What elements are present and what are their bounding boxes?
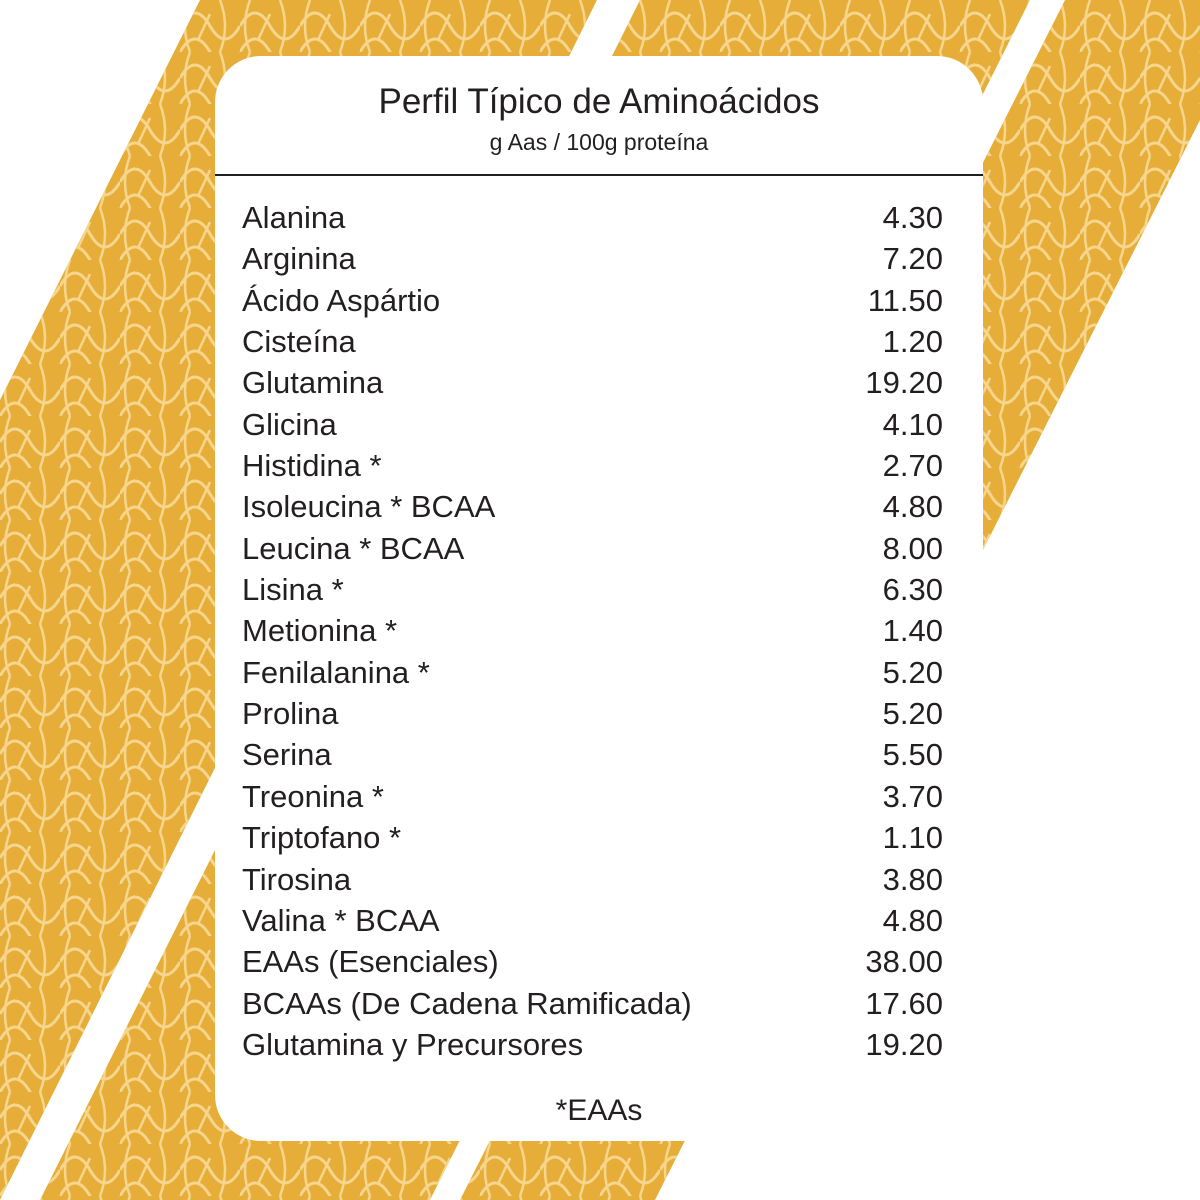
amino-acid-name: Glutamina y Precursores: [242, 1026, 584, 1062]
amino-acid-value: 11.50: [867, 282, 943, 318]
amino-acid-name: Glutamina: [242, 365, 384, 401]
list-item: [242, 734, 943, 775]
amino-acid-name: Serina: [242, 737, 332, 773]
amino-acid-value: 5.20: [882, 654, 943, 690]
header-divider: [215, 174, 983, 176]
list-item: [242, 569, 943, 610]
list-item: [242, 238, 943, 279]
amino-acid-value: 4.80: [882, 902, 943, 938]
amino-acid-name: Alanina: [242, 200, 346, 235]
amino-acid-name: EAAs (Esenciales): [242, 944, 499, 980]
amino-acid-value: 19.20: [865, 365, 943, 401]
amino-acid-name: Valina * BCAA: [242, 902, 440, 938]
list-item: [242, 404, 943, 445]
amino-acid-value: 1.40: [882, 613, 943, 649]
amino-acid-name: Histidina *: [242, 448, 382, 484]
amino-acid-name: Arginina: [242, 241, 356, 277]
list-item: [242, 321, 943, 362]
amino-acid-value: 7.20: [882, 241, 943, 277]
list-item: [242, 817, 943, 858]
amino-acid-value: 8.00: [882, 530, 943, 566]
amino-acid-value: 5.20: [882, 696, 943, 732]
amino-acid-name: Metionina *: [242, 613, 398, 649]
list-item: [242, 652, 943, 693]
list-item: [242, 859, 943, 900]
amino-acid-name: Treonina *: [242, 778, 384, 814]
amino-acid-value: 4.10: [882, 406, 943, 442]
list-item: [242, 362, 943, 403]
page-subtitle: g Aas / 100g proteína: [489, 129, 709, 155]
list-item: [242, 610, 943, 651]
amino-acid-name: Lisina *: [242, 572, 344, 608]
amino-acid-name: Triptofano *: [242, 820, 402, 856]
footnote: *EAAs: [555, 1094, 643, 1127]
amino-acid-value: 4.30: [882, 200, 943, 235]
amino-acid-value: 5.50: [882, 737, 943, 773]
amino-acid-name: Glicina: [242, 406, 337, 442]
list-item: [242, 900, 943, 941]
amino-acid-value: 1.20: [882, 324, 943, 360]
amino-acid-value: 17.60: [865, 985, 943, 1021]
list-item: [242, 280, 943, 321]
amino-acid-value: 19.20: [865, 1026, 943, 1062]
list-item: [242, 941, 943, 982]
amino-acid-value: 38.00: [865, 944, 943, 980]
amino-acid-name: BCAAs (De Cadena Ramificada): [242, 985, 692, 1021]
amino-acid-name: Prolina: [242, 696, 339, 732]
amino-acid-name: Ácido Aspártio: [242, 282, 441, 318]
amino-acid-card: [215, 56, 983, 1141]
amino-acid-value: 6.30: [882, 572, 943, 608]
list-item: [242, 776, 943, 817]
amino-acid-value: 3.70: [882, 778, 943, 814]
amino-acid-name: Tirosina: [242, 861, 352, 897]
list-item: [242, 197, 943, 238]
amino-acid-value: 4.80: [882, 489, 943, 525]
amino-acid-value: 1.10: [882, 820, 943, 856]
page-title: Perfil Típico de Aminoácidos: [378, 82, 820, 121]
amino-acid-list: [242, 197, 943, 1065]
amino-acid-value: 3.80: [882, 861, 943, 897]
amino-acid-name: Leucina * BCAA: [242, 530, 465, 566]
list-item: [242, 528, 943, 569]
amino-acid-name: Isoleucina * BCAA: [242, 489, 496, 525]
list-item: [242, 445, 943, 486]
list-item: [242, 693, 943, 734]
amino-acid-name: Cisteína: [242, 324, 356, 360]
list-item: [242, 486, 943, 527]
list-item: [242, 1024, 943, 1065]
amino-acid-value: 2.70: [882, 448, 943, 484]
list-item: [242, 983, 943, 1024]
amino-acid-name: Fenilalanina *: [242, 654, 430, 690]
